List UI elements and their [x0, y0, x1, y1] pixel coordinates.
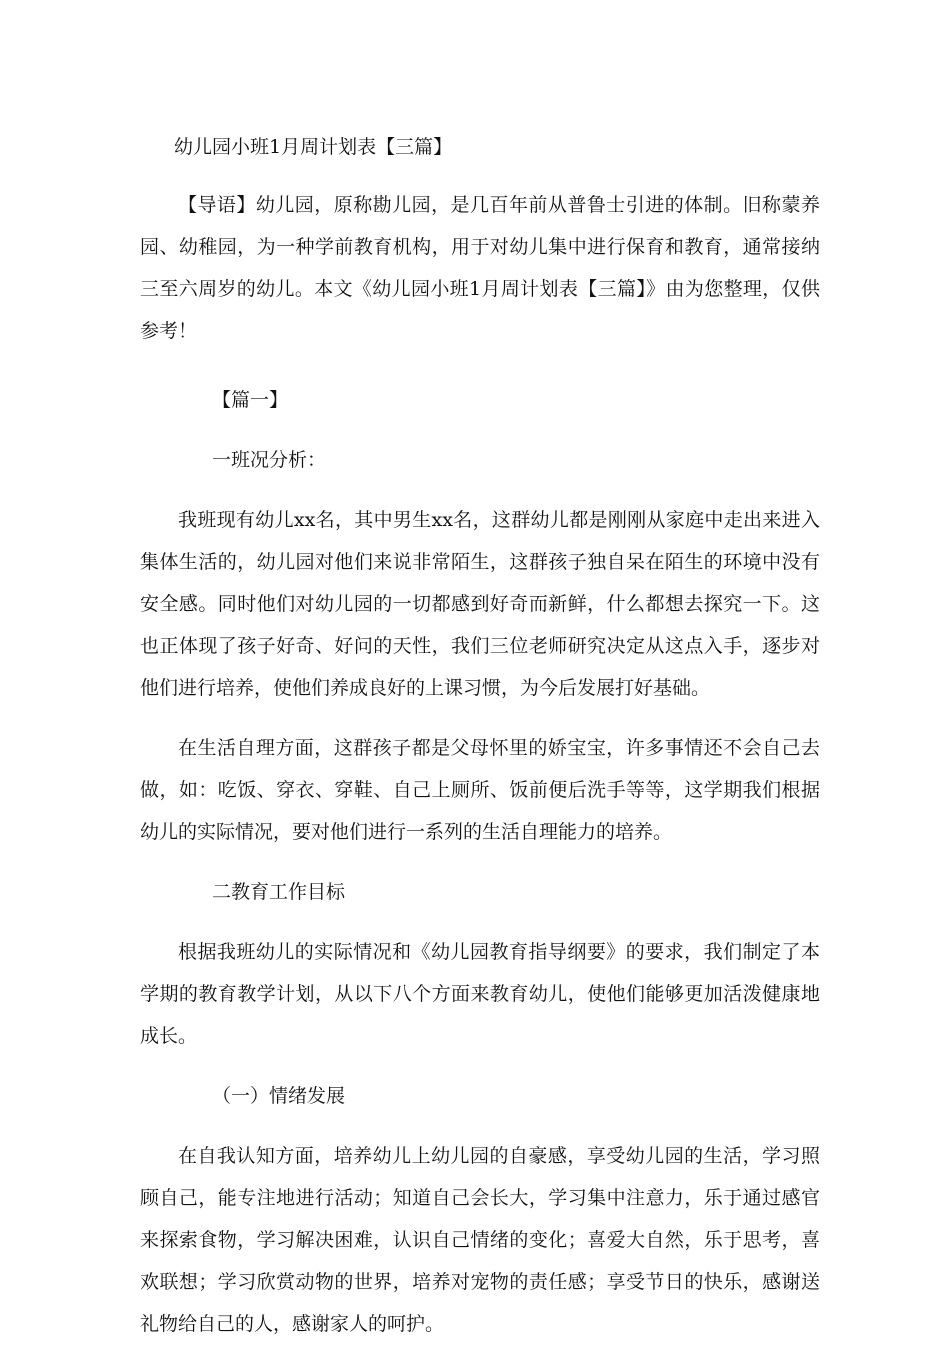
document-title: 幼儿园小班1月周计划表【三篇】 — [174, 136, 453, 158]
document-page — [140, 130, 820, 1345]
paragraph-education-goals: 根据我班幼儿的实际情况和《幼儿园教育指导纲要》的要求，我们制定了本学期的教育教学计划，从以下八个方面来教育幼儿，使他们能够更加活泼健康地成长。 — [140, 941, 820, 1047]
heading-class-analysis: 一班况分析： — [212, 449, 327, 471]
paragraph-emotional-development: 在自我认知方面，培养幼儿上幼儿园的自豪感，享受幼儿园的生活，学习照顾自己，能专注地进行活动；知道自己会长大，学习集中注意力，乐于通过感官来探索食物，学习解决困难，认识自己情绪的变化；喜爱大自然，乐于思考，喜欢联想；学习欣赏动物的世界，培养对宠物的责任感；享受节日的快乐，感谢送礼物给自己的人，感谢家人的呵护。 — [140, 1145, 820, 1335]
intro-paragraph: 【导语】幼儿园，原称勘儿园，是几百年前从普鲁士引进的体制。旧称蒙养园、幼稚园，为一种学前教育机构，用于对幼儿集中进行保育和教育，通常接纳三至六周岁的幼儿。本文《幼儿园小班1月周计划表【三篇】》由为您整理，仅供参考！ — [140, 194, 820, 342]
heading-education-goals: 二教育工作目标 — [212, 881, 346, 903]
paragraph-self-care: 在生活自理方面，这群孩子都是父母怀里的娇宝宝，许多事情还不会自己去做，如：吃饭、穿衣、穿鞋、自己上厕所、饭前便后洗手等等，这学期我们根据幼儿的实际情况，要对他们进行一系列的生活自理能力的培养。 — [140, 737, 820, 843]
heading-emotional-development: （一）情绪发展 — [212, 1085, 346, 1107]
section-label: 【篇一】 — [212, 389, 289, 411]
paragraph-class-situation: 我班现有幼儿xx名，其中男生xx名，这群幼儿都是刚刚从家庭中走出来进入集体生活的，幼儿园对他们来说非常陌生，这群孩子独自呆在陌生的环境中没有安全感。同时他们对幼儿园的一切都感到好奇而新鲜，什么都想去探究一下。这也正体现了孩子好奇、好问的天性，我们三位老师研究决定从这点入手，逐步对他们进行培养，使他们养成良好的上课习惯，为今后发展打好基础。 — [140, 509, 820, 699]
